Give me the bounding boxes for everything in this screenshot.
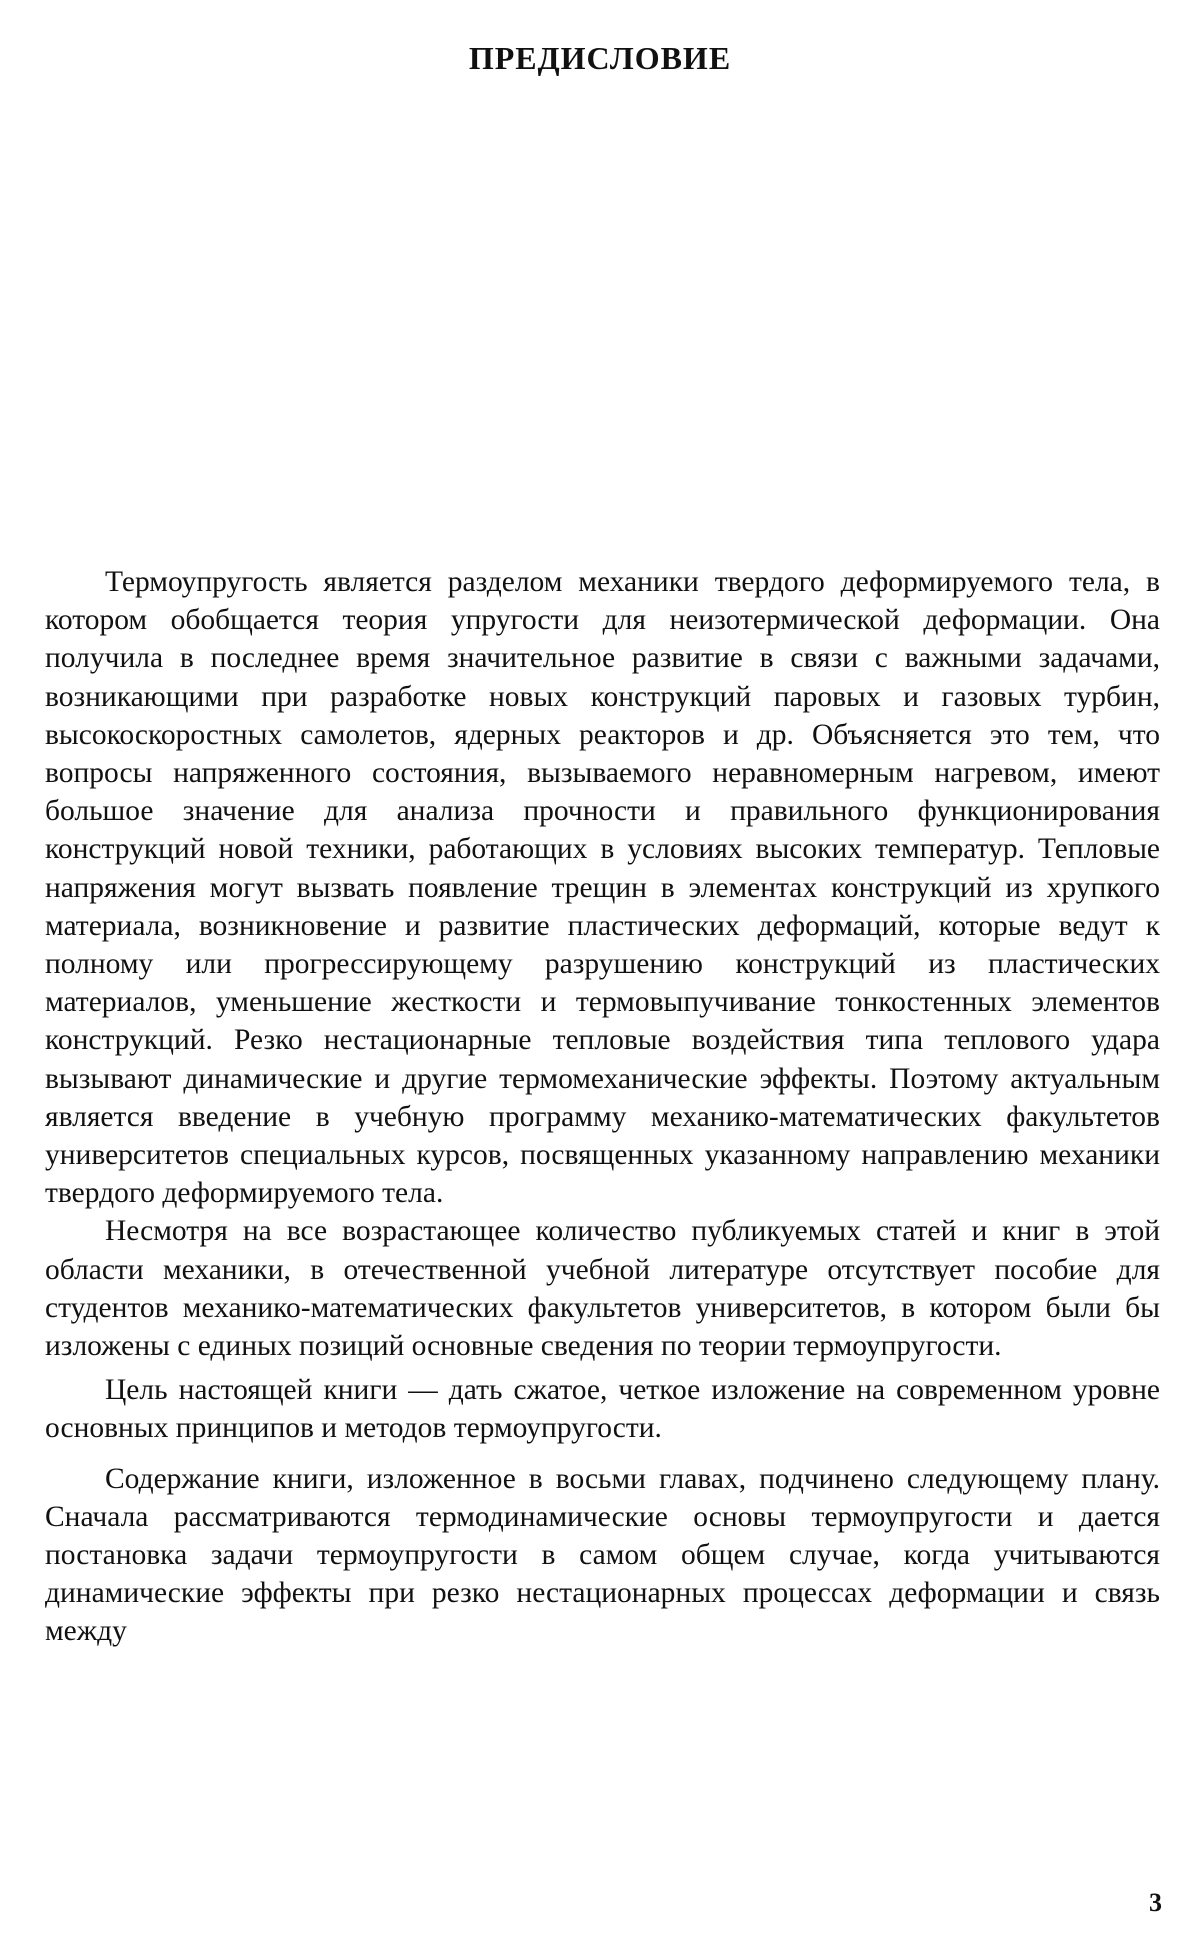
- body-text: [45, 563, 1160, 1651]
- paragraph-3: Цель настоящей книги — дать сжатое, четкое изложение на современном уровне основных принципов и методов термоупругости.: [45, 1374, 1160, 1445]
- paragraph-1: Термоупругость является разделом механики твердого деформируемого тела, в котором обобщается теория упругости для неизотермической деформации. Она получила в последнее время значительное развитие в связи с важными задачами, возникающими при разработке новых конструкций паровых и газовых турбин, высокоскоростных самолетов, ядерных реакторов и др. Объясняется это тем, что вопросы напряженного состояния, вызываемого неравномерным нагревом, имеют большое значение для анализа прочности и правильного функционирования конструкций новой техники, работающих в условиях высоких температур. Тепловые напряжения могут вызвать появление трещин в элементах конструкций из хрупкого материала, возникновение и развитие пластических деформаций, которые ведут к полному или прогрессирующему разрушению конструкций из пластических материалов, уменьшение жесткости и термовыпучивание тонкостенных элементов конструкций. Резко нестационарные тепловые воздействия типа теплового удара вызывают динамические и другие термомеханические эффекты. Поэтому актуальным является введение в учебную программу механико-математических факультетов университетов специальных курсов, посвященных указанному направлению механики твердого деформируемого тела.: [45, 566, 1160, 1210]
- paragraph-2: Несмотря на все возрастающее количество публикуемых статей и книг в этой области механики, в отечественной учебной литературе отсутствует пособие для студентов механико-математических факультетов университетов, в котором были бы изложены с единых позиций основные сведения по теории термоупругости.: [45, 1215, 1160, 1363]
- page-number: 3: [1149, 1888, 1162, 1917]
- paragraph-4: Содержание книги, изложенное в восьми главах, подчинено следующему плану. Сначала рассматриваются термодинамические основы термоупругости и дается постановка задачи термоупругости в самом общем случае, когда учитываются динамические эффекты при резко нестационарных процессах деформации и связь между: [45, 1462, 1160, 1648]
- page-title: ПРЕДИСЛОВИЕ: [468, 40, 732, 76]
